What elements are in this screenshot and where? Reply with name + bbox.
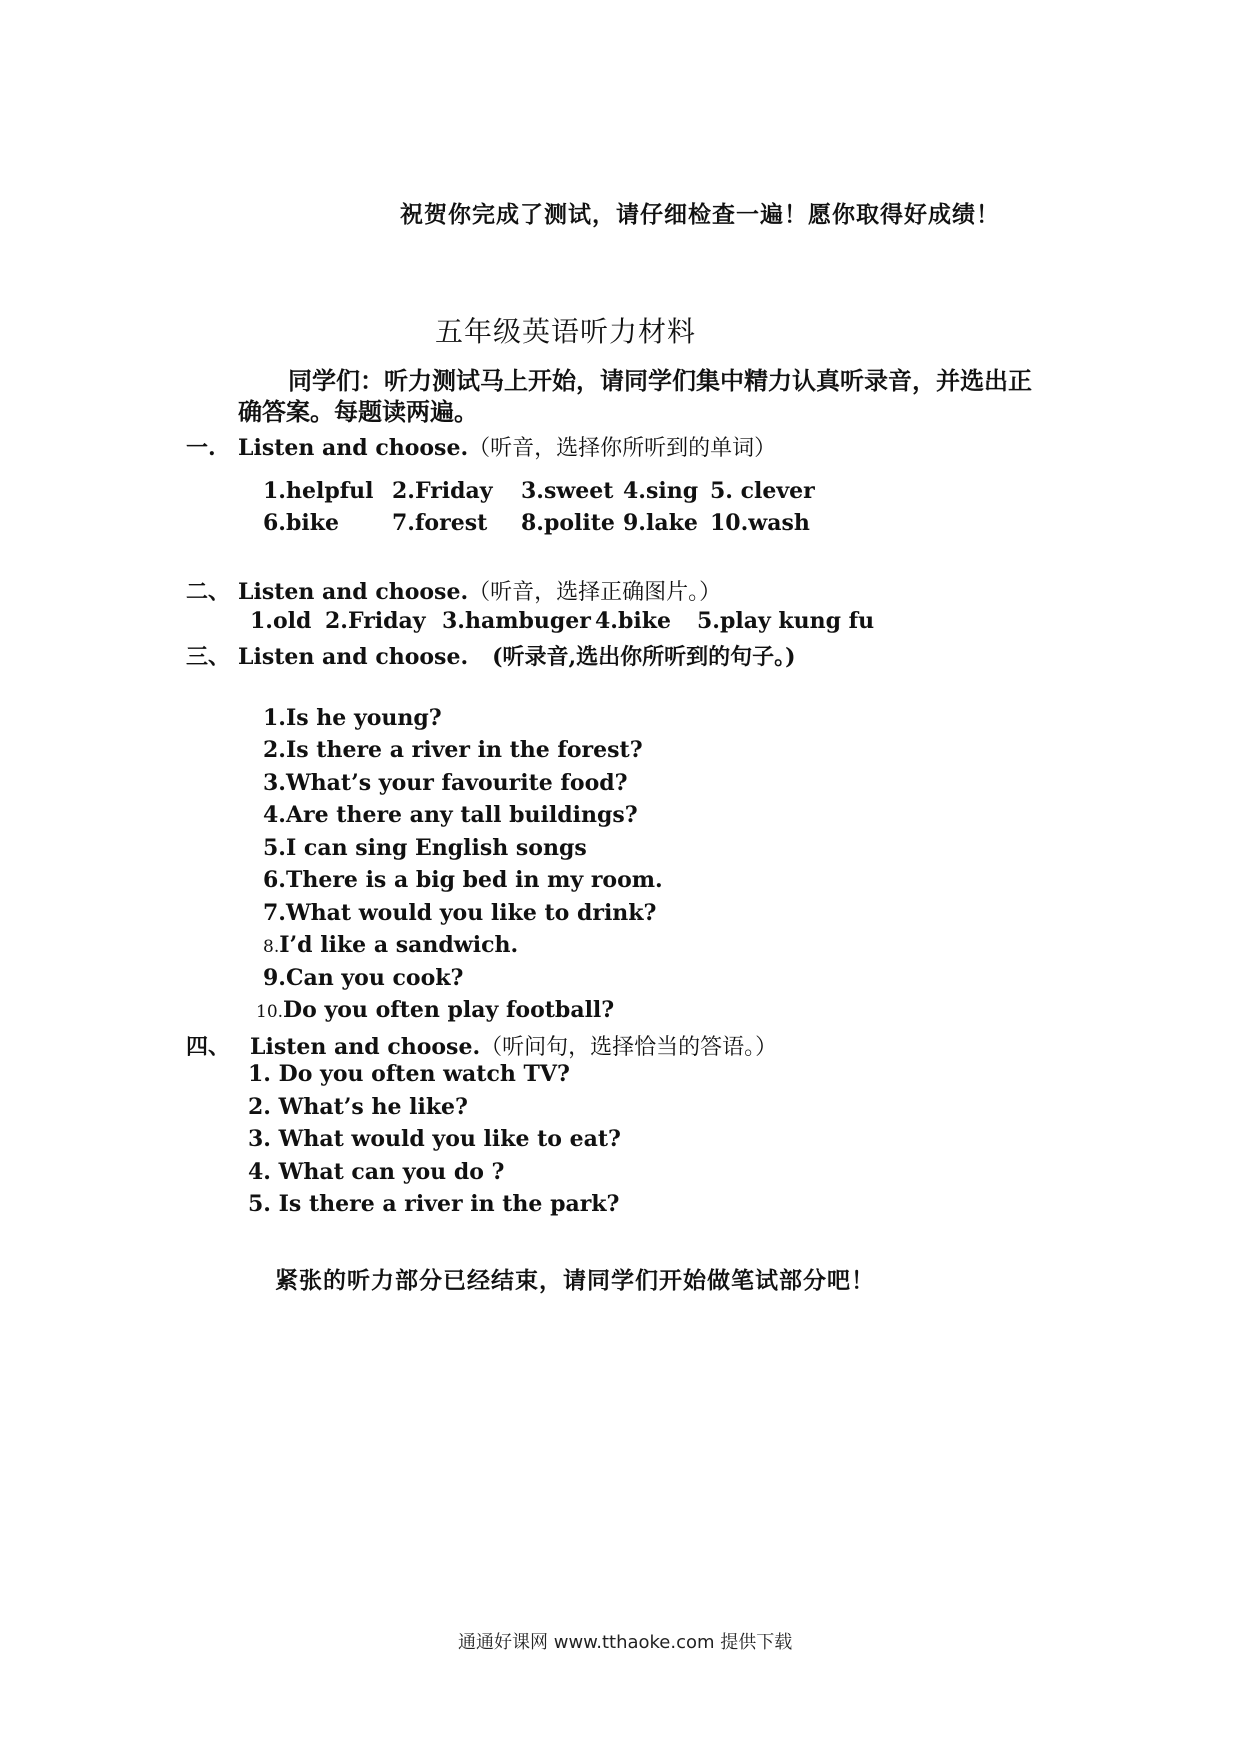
- section-number: 三、: [186, 644, 231, 670]
- intro-line-1: 同学们：听力测试马上开始，请同学们集中精力认真听录音，并选出正: [288, 366, 1032, 395]
- picture-item: 1.old: [250, 608, 312, 634]
- section-number: 一.: [186, 435, 216, 461]
- closing-note: 紧张的听力部分已经结束，请同学们开始做笔试部分吧！: [275, 1267, 875, 1294]
- section-2-heading: [186, 575, 721, 606]
- word-item: 1.helpful: [263, 478, 374, 504]
- picture-item: 2.Friday: [325, 608, 426, 634]
- section-1-heading: [186, 431, 776, 462]
- section-number: 四、: [186, 1034, 231, 1060]
- page-title: 五年级英语听力材料: [435, 315, 697, 348]
- intro-line-2: 确答案。每题读两遍。: [238, 397, 478, 426]
- word-item: 6.bike: [263, 510, 339, 536]
- picture-item: 4.bike: [595, 608, 671, 634]
- sentence-item: 9.Can you cook?: [263, 965, 464, 991]
- sentence-item: 5.I can sing English songs: [263, 835, 587, 861]
- sentence-item: 8.I’d like a sandwich.: [263, 932, 519, 958]
- section-3-heading: [186, 640, 796, 671]
- question-item: 3. What would you like to eat?: [248, 1126, 621, 1152]
- question-item: 2. What’s he like?: [248, 1094, 468, 1120]
- sentence-item: 1.Is he young?: [263, 705, 442, 731]
- header-note: 祝贺你完成了测试，请仔细检查一遍！愿你取得好成绩！: [400, 201, 1000, 228]
- word-item: 8.polite: [521, 510, 615, 536]
- sentence-item: 4.Are there any tall buildings?: [263, 802, 638, 828]
- word-item: 5. clever: [710, 478, 815, 504]
- section-title: Listen and choose.: [250, 1034, 481, 1060]
- section-instruction: （听问句，选择恰当的答语。）: [480, 1035, 778, 1060]
- section-number: 二、: [186, 579, 231, 605]
- section-1-row-1: [0, 478, 1240, 508]
- section-1-row-2: [0, 510, 1240, 540]
- picture-item: 5.play kung fu: [697, 608, 875, 634]
- sentence-item: 2.Is there a river in the forest?: [263, 737, 643, 763]
- word-item: 9.lake: [623, 510, 698, 536]
- section-title: Listen and choose.: [238, 579, 469, 605]
- word-item: 7.forest: [392, 510, 488, 536]
- word-item: 2.Friday: [392, 478, 493, 504]
- sentence-item: 7.What would you like to drink?: [263, 900, 657, 926]
- question-item: 4. What can you do ?: [248, 1159, 505, 1185]
- question-item: 5. Is there a river in the park?: [248, 1191, 620, 1217]
- footer-credit: 通通好课网 www.tthaoke.com 提供下载: [458, 1632, 793, 1653]
- sentence-item: 6.There is a big bed in my room.: [263, 867, 663, 893]
- section-instruction: (听录音,选出你所听到的句子。): [492, 644, 796, 670]
- question-item: 1. Do you often watch TV?: [248, 1061, 570, 1087]
- section-instruction: （听音，选择你所听到的单词）: [468, 436, 777, 461]
- section-title: Listen and choose.: [238, 644, 469, 670]
- section-instruction: （听音，选择正确图片。）: [468, 580, 722, 605]
- section-2-items: [0, 608, 1240, 638]
- sentence-item: 10.Do you often play football?: [256, 997, 615, 1023]
- word-item: 10.wash: [710, 510, 810, 536]
- section-4-heading: [186, 1030, 777, 1061]
- section-title: Listen and choose.: [238, 435, 469, 461]
- word-item: 3.sweet: [521, 478, 614, 504]
- sentence-item: 3.What’s your favourite food?: [263, 770, 628, 796]
- picture-item: 3.hambuger: [442, 608, 591, 634]
- word-item: 4.sing: [623, 478, 699, 504]
